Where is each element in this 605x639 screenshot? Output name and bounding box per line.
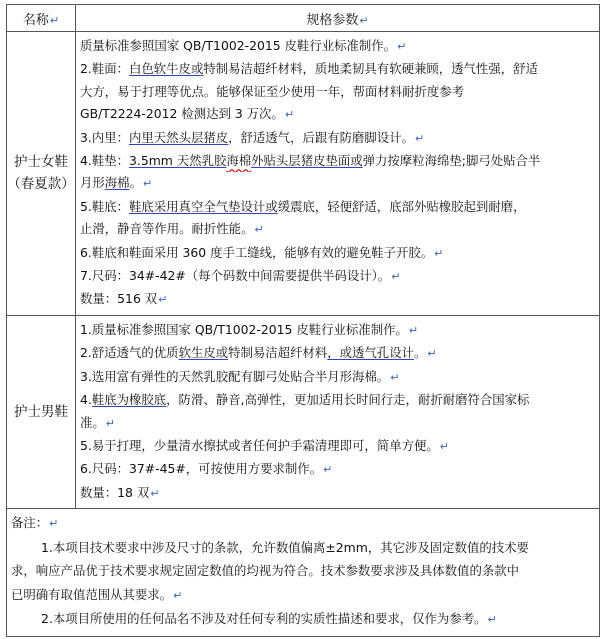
- spec-text: 3.选用富有弹性的天然乳胶配有脚弓处贴合半月形海棉。: [80, 368, 390, 384]
- spec-text: 特制易洁超纤材料: [228, 345, 328, 361]
- spec-text: 5.易于打理，少量清水擦拭或者任何护手霜清理即可，简单方便。: [80, 437, 439, 453]
- paragraph-mark-icon: ↵: [158, 293, 168, 307]
- paragraph-mark-icon: ↵: [408, 323, 419, 337]
- underlined-text: 外贴头层猪皮垫面或: [251, 153, 363, 169]
- underlined-text: 白色软牛皮或: [129, 61, 204, 77]
- note-line: [11, 559, 595, 583]
- spec-text: GB/T2224-2012 检测达到 3 万次。: [80, 106, 284, 122]
- spec-text: ，舒适透气，后跟有防磨脚设计。: [228, 129, 414, 145]
- spec-text: 5.鞋底：: [80, 198, 129, 214]
- male-spec-cell: [76, 315, 600, 508]
- female-season: （春夏款）: [7, 176, 75, 193]
- paragraph-mark-icon: ↵: [323, 463, 333, 477]
- paragraph-mark-icon: ↵: [49, 517, 59, 531]
- paragraph-mark-icon: ↵: [142, 177, 153, 191]
- male-spec-line: [80, 412, 596, 435]
- table-header-row: [7, 5, 600, 32]
- male-name-cell: [7, 315, 76, 508]
- table-row-male: [7, 315, 600, 508]
- male-spec-line: [80, 435, 596, 458]
- note-line: [11, 583, 595, 608]
- spec-text: 准。: [80, 414, 105, 430]
- quantity-text: 数量：516 双: [80, 291, 158, 307]
- female-spec-line: [80, 58, 596, 80]
- paragraph-mark-icon: ↵: [150, 486, 160, 500]
- male-name: 护士男鞋: [14, 404, 68, 420]
- spec-text: 6.尺码：37#-45#，可按使用方要求制作。: [80, 461, 323, 477]
- spec-text: 7.尺码：34#-42#（每个码数中间需要提供半码设计）。: [80, 268, 391, 284]
- female-spec-line: [80, 242, 596, 265]
- spec-text: ，防滑、静音,高弹性，更加适用长时间行走，耐折耐磨符合国家标: [166, 392, 530, 408]
- male-spec-line: [80, 319, 596, 342]
- underlined-text: 海棉: [104, 175, 130, 191]
- note-text: 求，响应产品优于技术要求规定固定数值的均视为符合。技术参数要求涉及具体数值的条款中: [11, 563, 520, 579]
- female-spec-line: [80, 103, 596, 126]
- spec-text: 3.内里：: [80, 129, 129, 145]
- note-text: 1.本项目技术要求中涉及尺寸的条款，允许数值偏离±2mm，其它涉及固定数值的技术要: [41, 539, 529, 555]
- notes-label: [11, 511, 595, 536]
- female-spec-line: [80, 81, 596, 103]
- paragraph-mark-icon: ↵: [284, 108, 295, 122]
- header-spec-cell: [76, 5, 600, 32]
- spec-text: 2.鞋面：: [80, 61, 129, 77]
- spec-text: 1.质量标准参照国家 QB/T1002-2015 皮鞋行业标准制作。: [80, 321, 408, 337]
- paragraph-mark-icon: ↵: [254, 223, 264, 237]
- underlined-text: 鞋底为橡胶底: [91, 392, 167, 408]
- female-quantity: [80, 288, 596, 311]
- note-text: 2.本项目所使用的任何品名不涉及对任何专利的实质性描述和要求，仅作为参考。: [41, 611, 487, 627]
- table-row-notes: [7, 509, 600, 637]
- female-spec-line: [80, 172, 596, 195]
- spec-text: 。: [413, 345, 427, 361]
- spec-text: 缓震底，轻便舒适，底部外贴橡胶起到耐磨，: [277, 198, 526, 214]
- female-name: 护士女鞋: [14, 154, 68, 171]
- spec-text: 4.鞋垫：: [80, 153, 129, 169]
- paragraph-mark-icon: ↵: [439, 439, 449, 453]
- paragraph-mark-icon: ↵: [434, 246, 444, 260]
- paragraph-mark-icon: ↵: [414, 131, 425, 145]
- female-spec-line: [80, 218, 596, 241]
- spec-text: 特制易洁超纤材料，质地柔韧具有软硬兼顾，透气性强，舒适: [203, 61, 538, 77]
- paragraph-mark-icon: ↵: [390, 370, 400, 384]
- underlined-text: 软生皮或: [178, 345, 229, 361]
- female-spec-line: [80, 196, 596, 218]
- paragraph-mark-icon: ↵: [397, 40, 407, 53]
- spec-text: 4.: [80, 392, 92, 408]
- spec-text: 6.鞋底和鞋面采用 360 度手工缝线，能够有效的避免鞋子开胶。: [80, 244, 434, 260]
- male-spec-line: [80, 389, 596, 411]
- spec-text: 2.舒适透气的优质: [80, 345, 179, 361]
- header-name: 名称: [22, 12, 49, 28]
- spec-text: 。: [129, 175, 142, 191]
- notes-cell: [7, 509, 600, 637]
- spec-text: 月形: [80, 175, 105, 191]
- male-spec-line: [80, 366, 596, 389]
- male-quantity: [80, 482, 596, 505]
- spellcheck-text: 海棉: [226, 153, 252, 169]
- spec-text: 质量标准参照国家 QB/T1002-2015 皮鞋行业标准制作。: [80, 38, 397, 53]
- header-spec: 规格参数: [306, 12, 359, 28]
- male-spec-line: [80, 342, 596, 365]
- spec-text: 大方，易于打理等优点。能够保证至少使用一年，帮面材料耐折度参考: [80, 83, 465, 99]
- female-spec-cell: [76, 32, 600, 316]
- note-line: [11, 607, 595, 632]
- underlined-text: 鞋底采用真空全气垫设计或: [129, 198, 278, 214]
- paragraph-mark-icon: ↵: [391, 270, 401, 284]
- header-name-cell: [7, 5, 76, 32]
- underlined-text: 3.5mm 天然乳胶: [129, 153, 227, 169]
- spec-table: [6, 4, 600, 637]
- underlined-text: 内里天然头层猪皮: [129, 129, 229, 145]
- spec-text: 止滑，静音等作用。耐折性能。: [80, 221, 254, 237]
- paragraph-mark-icon: ↵: [105, 416, 115, 430]
- female-spec-line: [80, 265, 596, 288]
- underlined-text: ，或透气孔设计: [327, 345, 414, 361]
- female-spec-line: [80, 127, 596, 150]
- note-text: 已明确有取值范围从其要求。: [11, 586, 173, 602]
- female-name-cell: [7, 32, 76, 316]
- male-spec-line: [80, 458, 596, 481]
- paragraph-mark-icon: ↵: [427, 347, 437, 361]
- quantity-text: 数量：18 双: [80, 484, 150, 500]
- female-spec-line: [80, 150, 596, 172]
- paragraph-mark-icon: ↵: [359, 13, 369, 27]
- paragraph-mark-icon: ↵: [487, 613, 497, 627]
- female-spec-line: [80, 35, 596, 58]
- table-row-female: [7, 32, 600, 316]
- spec-text: 弹力按摩粒海绵垫;脚弓处贴合半: [362, 153, 541, 169]
- spec-document: [6, 4, 600, 637]
- note-line: [11, 536, 595, 560]
- paragraph-mark-icon: ↵: [49, 13, 60, 27]
- notes-label-text: 备注：: [11, 515, 49, 531]
- paragraph-mark-icon: ↵: [173, 588, 183, 602]
